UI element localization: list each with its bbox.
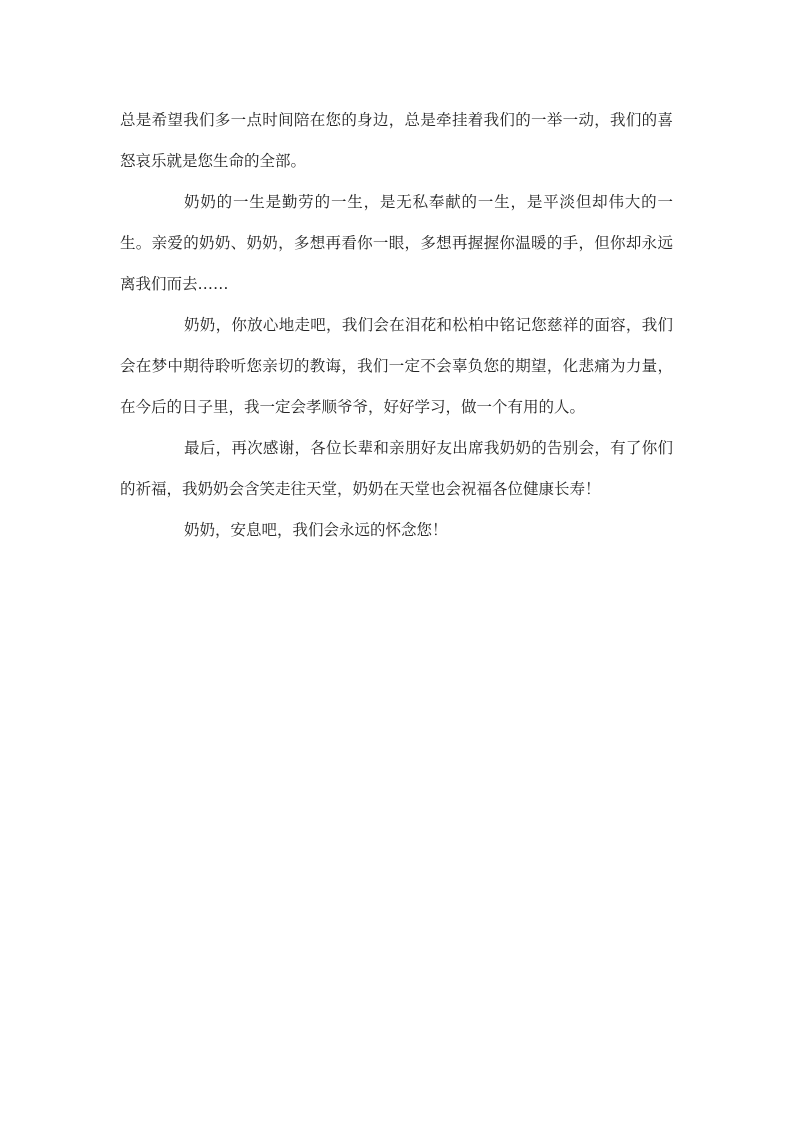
paragraph-4: 最后，再次感谢，各位长辈和亲朋好友出席我奶奶的告别会，有了你们的祈福，我奶奶会含笑走往天堂，奶奶在天堂也会祝福各位健康长寿！ xyxy=(120,439,673,498)
document-body xyxy=(120,100,673,551)
paragraph-2: 奶奶的一生是勤劳的一生，是无私奉献的一生，是平淡但却伟大的一生。亲爱的奶奶、奶奶，多想再看你一眼，多想再握握你温暖的手，但你却永远离我们而去…… xyxy=(120,193,673,293)
paragraph-3: 奶奶，你放心地走吧，我们会在泪花和松柏中铭记您慈祥的面容，我们会在梦中期待聆听您亲切的教诲，我们一定不会辜负您的期望，化悲痛为力量，在今后的日子里，我一定会孝顺爷爷，好好学习，做一个有用的人。 xyxy=(120,316,673,416)
paragraph-5: 奶奶，安息吧，我们会永远的怀念您！ xyxy=(184,521,448,539)
paragraph-1: 总是希望我们多一点时间陪在您的身边，总是牵挂着我们的一举一动，我们的喜怒哀乐就是您生命的全部。 xyxy=(120,111,673,170)
